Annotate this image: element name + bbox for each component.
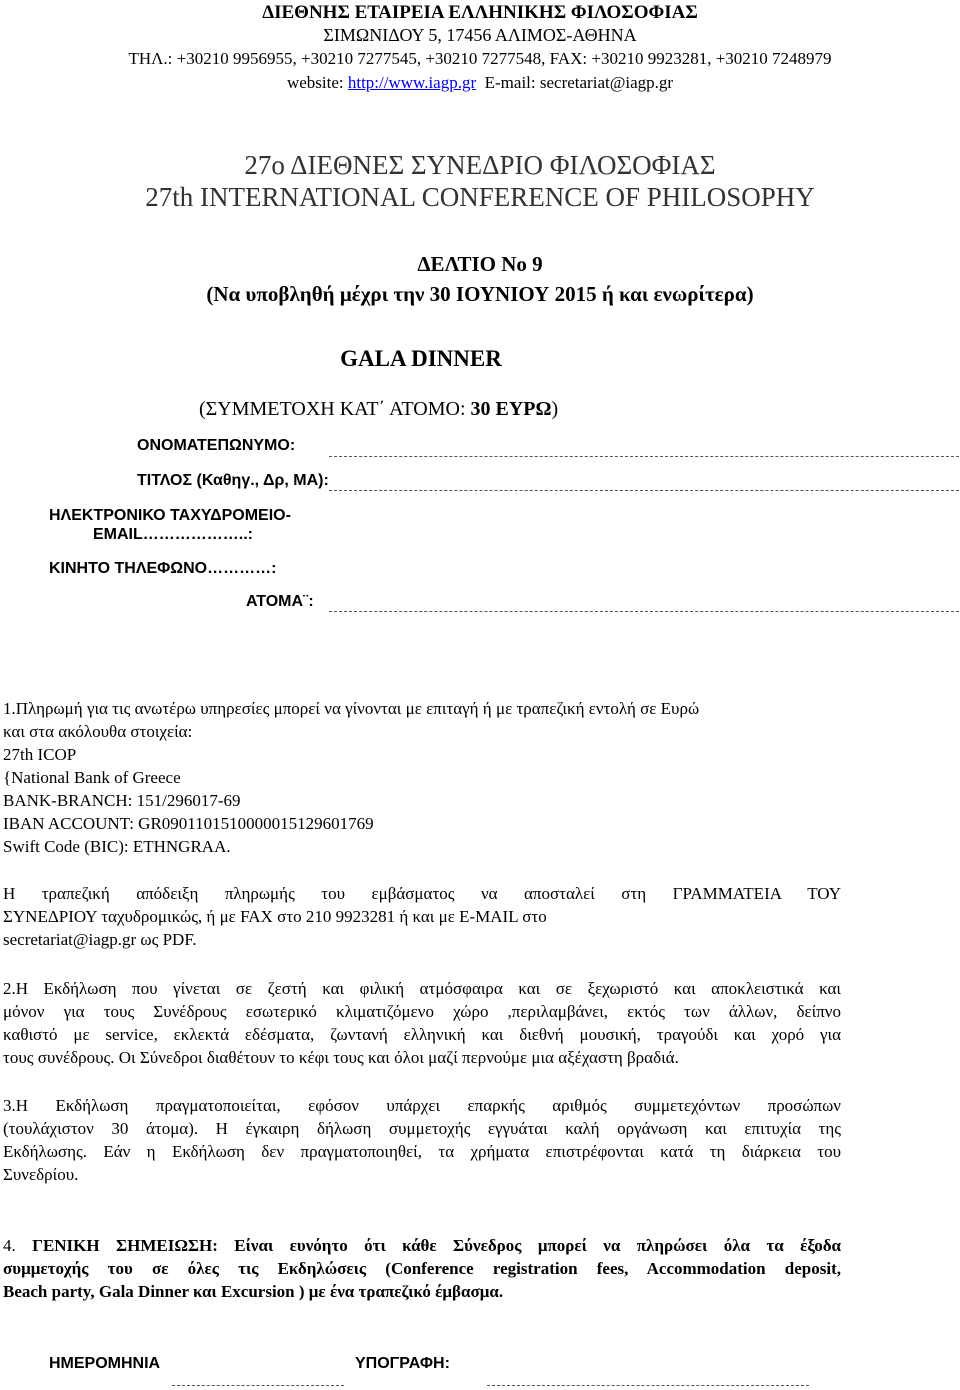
- field-label-email-1: ΗΛΕΚΤΡΟΝΙΚΟ ΤΑΧΥΔΡΟΜΕΙΟ-: [49, 507, 291, 524]
- website-label: website:: [286, 73, 344, 92]
- website-link[interactable]: http://www.iagp.gr: [347, 73, 477, 92]
- event-title: GALA DINNER: [340, 346, 502, 371]
- persons-input-line[interactable]: [329, 611, 959, 612]
- field-label-title: ΤΙΤΛΟΣ (Καθηγ., Δρ, ΜΑ):: [137, 472, 329, 489]
- field-label-email-2: EMAIL………………..:: [93, 526, 253, 543]
- name-input-line[interactable]: [329, 456, 959, 457]
- payment-beneficiary: 27th ICOP: [3, 745, 77, 764]
- receipt-instructions: Η τραπεζική απόδειξη πληρωμής του εμβάσματος να αποσταλεί στη ΓΡΑΜΜΑΤΕΙΑ ΤΟΥ ΣΥΝΕΔΡΙΟΥ ταχυδρομικώς, ή με FAX στο 210 9923281 ή και με E-MAIL στο secretariat@iagp.gr ως PDF.: [3, 884, 841, 949]
- email-label: E-mail:: [484, 73, 536, 92]
- email-address[interactable]: secretariat@iagp.gr: [539, 73, 674, 92]
- org-name: ΔΙΕΘΝΗΣ ΕΤΑΙΡΕΙΑ ΕΛΛΗΝΙΚΗΣ ΦΙΛΟΣΟΦΙΑΣ: [262, 2, 698, 23]
- payment-branch: BANK-BRANCH: 151/296017-69: [3, 791, 241, 810]
- field-label-name: ΟΝΟΜΑΤΕΠΩΝΥΜΟ:: [137, 437, 296, 454]
- note-3: 3.Η Εκδήλωση πραγματοποιείται, εφόσον υπάρχει επαρκής αριθμός συμμετεχόντων προσώπων (τουλάχιστον 30 άτομα). Η έγκαιρη δήλωση συμμετοχής εγγυάται καλή οργάνωση και επιτυχία της Εκδήλωσης. Εάν η Εκδήλωση δεν πραγματοποιηθεί, τα χρήματα επιστρέφονται κατά τη διάρκεια του Συνεδρίου.: [3, 1096, 841, 1184]
- receipt-email[interactable]: secretariat@iagp.gr: [3, 930, 137, 949]
- participation-price: 30 ΕΥΡΩ: [470, 398, 552, 420]
- form-deadline: (Να υποβληθή μέχρι την 30 ΙΟΥΝΙΟΥ 2015 ή και ενωρίτερα): [206, 282, 754, 306]
- payment-intro: 1.Πληρωμή για τις ανωτέρω υπηρεσίες μπορεί να γίνονται με επιταγή ή με τραπεζική εντολή σε Ευρώ και στα ακόλουθα στοιχεία: 27th ICOP {National Bank of Greece BANK-BRANCH: 151/296017-69 IBAN ACCOUNT: GR0901101510000015129601769 Swift Code (BIC): ETHNGRAA.: [3, 697, 843, 858]
- note-4: 4. ΓΕΝΙΚΗ ΣΗΜΕΙΩΣΗ: Είναι ευνόητο ότι κάθε Σύνεδρος μπορεί να πληρώσει όλα τα έξοδα συμμετοχής του σε όλες τις Εκδηλώσεις (Conference registration fees, Accommodation deposit, Beach party, Gala Dinner και Excursion ) με ένα τραπεζικό έμβασμα.: [3, 1236, 842, 1301]
- form-number: ΔΕΛΤΙΟ No 9: [417, 252, 543, 276]
- title-input-line[interactable]: [329, 490, 959, 491]
- conference-title-gr: 27ο ΔΙΕΘΝΕΣ ΣΥΝΕΔΡΙΟ ΦΙΛΟΣΟΦΙΑΣ: [244, 150, 716, 180]
- field-label-persons: ΑΤΟΜΑ¨:: [246, 593, 314, 610]
- payment-bank: {National Bank of Greece: [3, 768, 181, 787]
- date-label: ΗΜΕΡΟΜΗΝΙΑ: [49, 1355, 161, 1372]
- field-label-mobile: ΚΙΝΗΤΟ ΤΗΛΕΦΩΝΟ…………:: [49, 560, 277, 577]
- org-web-contact: [0, 72, 960, 94]
- payment-iban: IBAN ACCOUNT: GR0901101510000015129601769: [3, 814, 374, 833]
- signature-label: ΥΠΟΓΡΑΦΗ:: [355, 1355, 450, 1372]
- note-2: 2.Η Εκδήλωση που γίνεται σε ζεστή και φιλική ατμόσφαιρα και σε ξεχωριστό και αποκλειστικά και μόνον για τους Συνέδρους εσωτερικό κλιματιζόμενο χώρο ,περιλαμβάνει, εκτός των άλλων, δείπνο καθιστό με service, εκλεκτά εδέσματα, ζωντανή ελληνική και διεθνή μουσική, τραγούδι και χορό για τους συνέδρους. Οι Σύνεδροι διαθέτουν το κέφι τους και όλοι μαζί περνούμε μια αξέχαστη βραδιά.: [3, 979, 841, 1067]
- participation-cost: (ΣΥΜΜΕΤΟΧΗ ΚΑΤ΄ ΑΤΟΜΟ: 30 ΕΥΡΩ): [199, 398, 559, 420]
- conference-title-en: 27th INTERNATIONAL CONFERENCE OF PHILOSOPHY: [145, 182, 815, 212]
- org-address: ΣΙΜΩΝΙΔΟΥ 5, 17456 ΑΛΙΜΟΣ-ΑΘΗΝΑ: [323, 25, 637, 45]
- date-input-line[interactable]: [172, 1385, 344, 1386]
- signature-input-line[interactable]: [487, 1385, 809, 1386]
- org-phones: ΤΗΛ.: +30210 9956955, +30210 7277545, +30210 7277548, FAX: +30210 9923281, +30210 7248979: [128, 49, 832, 68]
- payment-swift: Swift Code (BIC): ETHNGRAA.: [3, 837, 231, 856]
